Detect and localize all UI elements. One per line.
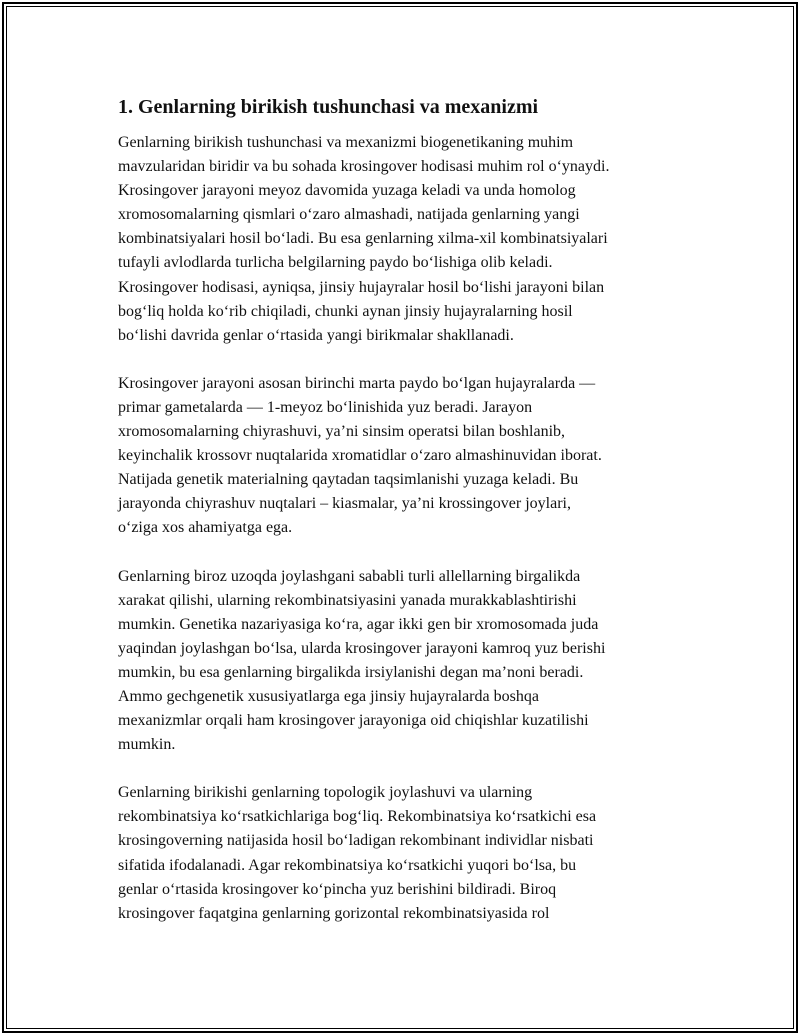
text-line: kombinatsiyalari hosil bo‘ladi. Bu esa genlarning xilma-xil kombinatsiyalari <box>118 230 608 248</box>
text-line: primar gametalarda — 1-meyoz bo‘linishida yuz beradi. Jarayon <box>118 398 533 416</box>
text-line: Krosingover hodisasi, ayniqsa, jinsiy hujayralar hosil bo‘lishi jarayoni bilan <box>118 278 605 296</box>
text-line: Genlarning biroz uzoqda joylashgani sababli turli allellarning birgalikda <box>118 567 581 585</box>
text-line: o‘ziga xos ahamiyatga ega. <box>118 519 293 537</box>
paragraph-1 <box>118 131 698 348</box>
text-line: genlar o‘rtasida krosingover ko‘pincha yuz berishini bildiradi. Biroq <box>118 880 557 898</box>
text-line: mavzularidan biridir va bu sohada krosingover hodisasi muhim rol o‘ynaydi. <box>118 158 610 176</box>
text-line: yaqindan joylashgan bo‘lsa, ularda krosingover jarayoni kamroq yuz berishi <box>118 639 606 657</box>
text-line: tufayli avlodlarda turlicha belgilarning paydo bo‘lishiga olib keladi. <box>118 254 553 272</box>
paragraph-2 <box>118 372 698 541</box>
document-body <box>118 93 698 950</box>
paragraph-4 <box>118 781 698 926</box>
text-line: mexanizmlar orqali ham krosingover jarayoniga oid chiqishlar kuzatilishi <box>118 712 589 730</box>
text-line: mumkin, bu esa genlarning birgalikda irsiylanishi degan ma’noni beradi. <box>118 663 584 681</box>
text-line: bog‘liq holda ko‘rib chiqiladi, chunki aynan jinsiy hujayralarning hosil <box>118 302 573 320</box>
text-line: Ammo gechgenetik xususiyatlarga ega jinsiy hujayralarda boshqa <box>118 687 539 705</box>
text-line: rekombinatsiya ko‘rsatkichlariga bog‘liq. Rekombinatsiya ko‘rsatkichi esa <box>118 808 597 826</box>
text-line: Krosingover jarayoni asosan birinchi marta paydo bo‘lgan hujayralarda — <box>118 374 596 392</box>
text-line: xarakat qilishi, ularning rekombinatsiyasini yanada murakkablashtirishi <box>118 591 577 609</box>
text-line: sifatida ifodalanadi. Agar rekombinatsiya ko‘rsatkichi yuqori bo‘lsa, bu <box>118 856 577 874</box>
text-line: krosingover faqatgina genlarning gorizontal rekombinatsiyasida rol <box>118 904 550 922</box>
section-heading: 1. Genlarning birikish tushunchasi va mexanizmi <box>118 96 539 118</box>
text-line: Genlarning birikishi genlarning topologik joylashuvi va ularning <box>118 784 533 802</box>
text-line: krosingoverning natijasida hosil bo‘ladigan rekombinant individlar nisbati <box>118 832 594 850</box>
text-line: xromosomalarning chiyrashuvi, ya’ni sinsim operatsi bilan boshlanib, <box>118 423 566 441</box>
text-line: mumkin. Genetika nazariyasiga ko‘ra, agar ikki gen bir xromosomada juda <box>118 615 599 633</box>
text-line: keyinchalik krossovr nuqtalarida xromatidlar o‘zaro almashinuvidan iborat. <box>118 447 602 465</box>
text-line: Genlarning birikish tushunchasi va mexanizmi biogenetikaning muhim <box>118 134 574 151</box>
text-line: Krosingover jarayoni meyoz davomida yuzaga keladi va unda homolog <box>118 182 576 200</box>
paragraph-3 <box>118 565 698 758</box>
text-line: Natijada genetik materialning qaytadan taqsimlanishi yuzaga keladi. Bu <box>118 471 579 489</box>
text-line: mumkin. <box>118 736 176 754</box>
text-line: bo‘lishi davrida genlar o‘rtasida yangi birikmalar shakllanadi. <box>118 326 514 344</box>
text-line: xromosomalarning qismlari o‘zaro almashadi, natijada genlarning yangi <box>118 206 580 224</box>
text-line: jarayonda chiyrashuv nuqtalari – kiasmalar, ya’ni krossingover joylari, <box>118 495 571 513</box>
